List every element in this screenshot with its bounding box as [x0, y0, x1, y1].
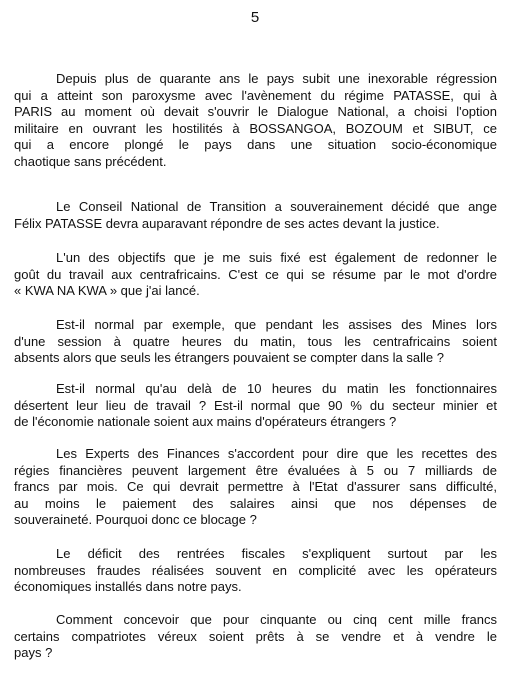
text-line: Le Conseil National de Transition a souverainement décidé que ange	[56, 199, 497, 214]
text-line: d'une session à quatre heures du matin, tous les centrafricains soient	[14, 333, 497, 349]
text-line: Les Experts des Finances s'accordent pour dire que les recettes des	[56, 446, 497, 461]
text-line: Comment concevoir que pour cinquante ou cinq cent mille francs	[56, 612, 497, 627]
text-line: absents alors que seuls les étrangers pouvaient se compter dans la salle ?	[14, 350, 444, 365]
page-number: 5	[250, 9, 260, 26]
text-line: certains compatriotes véreux soient prêts à se vendre et à vendre le	[14, 628, 497, 644]
text-line: PARIS au moment où devait s'ouvrir le Dialogue National, a choisi l'option	[14, 104, 497, 119]
text-line: francs par mois. Ce qui devrait permettre à l'Etat d'assurer sans difficulté,	[14, 479, 497, 494]
text-line: Le déficit des rentrées fiscales s'expliquent surtout par les	[56, 546, 497, 561]
text-line: « KWA NA KWA » que j'ai lancé.	[14, 283, 200, 298]
text-line: Est-il normal qu'au delà de 10 heures du matin les fonctionnaires	[56, 381, 497, 396]
text-line: régies financières peuvent largement être évaluées à 5 ou 7 milliards de	[14, 462, 497, 478]
paragraph-conseil-national	[14, 199, 497, 232]
text-line: au moins le paiement des salaires ainsi que nos dépenses de	[14, 495, 497, 511]
paragraph-objectifs	[14, 250, 497, 300]
paragraph-deficit-fiscal	[14, 546, 497, 596]
paragraph-fonctionnaires	[14, 381, 497, 431]
text-line: souveraineté. Pourquoi donc ce blocage ?	[14, 512, 257, 527]
text-line: de l'économie nationale soient aux mains d'opérateurs étrangers ?	[14, 414, 397, 429]
text-line: Félix PATASSE devra auparavant répondre de ses actes devant la justice.	[14, 215, 440, 231]
paragraph-regression	[14, 71, 497, 170]
text-line: Depuis plus de quarante ans le pays subit une inexorable régression	[56, 71, 497, 86]
text-line: qui a atteint son paroxysme avec l'avènement du régime PATASSE, qui à	[14, 87, 497, 103]
text-line: qui a encore plongé le pays dans une situation socio-économique	[14, 137, 497, 152]
paragraph-assises-mines	[14, 317, 497, 367]
text-line: Est-il normal par exemple, que pendant les assises des Mines lors	[56, 317, 497, 332]
text-line: chaotique sans précédent.	[14, 153, 167, 169]
text-line: économiques installés dans notre pays.	[14, 579, 242, 594]
paragraph-compatriotes	[14, 612, 497, 662]
text-line: pays ?	[14, 645, 53, 660]
text-line: goût du travail aux centrafricains. C'est ce qui se résume par le mot d'ordre	[14, 266, 497, 282]
paragraph-experts-finances	[14, 446, 497, 529]
text-line: nombreuses fraudes réalisées souvent en complicité avec les opérateurs	[14, 562, 497, 578]
text-line: L'un des objectifs que je me suis fixé est également de redonner le	[56, 250, 497, 265]
text-line: désertent leur lieu de travail ? Est-il normal que 90 % du secteur minier et	[14, 397, 497, 413]
text-line: militaire en ouvrant les hostilités à BOSSANGOA, BOZOUM et SIBUT, ce	[14, 120, 497, 136]
